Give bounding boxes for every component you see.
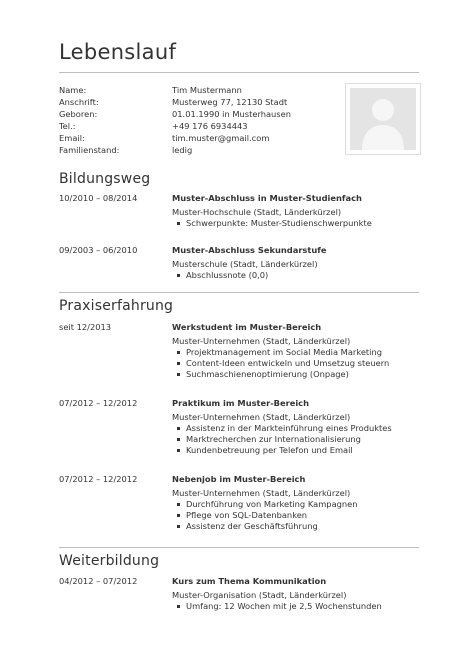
entry-organization: Muster-Unternehmen (Stadt, Länderkürzel) bbox=[172, 412, 351, 422]
section-divider bbox=[59, 292, 419, 293]
entry-title: Praktikum im Muster-Bereich bbox=[172, 398, 310, 408]
entry-title: Muster-Abschluss Sekundarstufe bbox=[172, 245, 327, 255]
entry-date: 10/2010 – 08/2014 bbox=[59, 193, 138, 203]
bullet-item: Pflege von SQL-Datenbanken bbox=[172, 510, 358, 521]
profile-photo bbox=[345, 83, 421, 155]
entry-date: 09/2003 – 06/2010 bbox=[59, 245, 138, 255]
entry-date: 04/2012 – 07/2012 bbox=[59, 576, 138, 586]
personal-label: Tel.: bbox=[59, 121, 76, 131]
personal-label: Email: bbox=[59, 133, 85, 143]
page-title: Lebenslauf bbox=[59, 40, 177, 64]
bullet-item: Suchmaschienenoptimierung (Onpage) bbox=[172, 369, 389, 380]
entry-title: Werkstudent im Muster-Bereich bbox=[172, 322, 322, 332]
personal-value: Tim Mustermann bbox=[172, 85, 242, 95]
bullet-item: Assistenz in der Markteinführung eines Produktes bbox=[172, 423, 392, 434]
entry-title: Kurs zum Thema Kommunikation bbox=[172, 576, 327, 586]
section-divider bbox=[59, 547, 419, 548]
entry-title: Muster-Abschluss in Muster-Studienfach bbox=[172, 193, 362, 203]
section-title-experience: Praxiserfahrung bbox=[59, 298, 174, 314]
personal-label: Name: bbox=[59, 85, 87, 95]
avatar-placeholder-icon bbox=[350, 88, 416, 150]
entry-date: 07/2012 – 12/2012 bbox=[59, 474, 138, 484]
entry-date: 07/2012 – 12/2012 bbox=[59, 398, 138, 408]
entry-title: Nebenjob im Muster-Bereich bbox=[172, 474, 306, 484]
entry-bullets bbox=[172, 218, 372, 229]
personal-label: Geboren: bbox=[59, 109, 98, 119]
bullet-item: Durchführung von Marketing Kampagnen bbox=[172, 499, 358, 510]
personal-label: Familienstand: bbox=[59, 145, 120, 155]
entry-date: seit 12/2013 bbox=[59, 322, 112, 332]
bullet-item: Abschlussnote (0,0) bbox=[172, 270, 268, 281]
bullet-item: Assistenz der Geschäftsführung bbox=[172, 521, 358, 532]
entry-bullets bbox=[172, 499, 358, 532]
title-divider bbox=[59, 72, 419, 73]
section-title-education: Bildungsweg bbox=[59, 171, 151, 187]
entry-organization: Muster-Organisation (Stadt, Länderkürzel) bbox=[172, 590, 347, 600]
bullet-item: Projektmanagement im Social Media Marketing bbox=[172, 347, 389, 358]
entry-bullets bbox=[172, 601, 382, 612]
personal-value: tim.muster@gmail.com bbox=[172, 133, 270, 143]
entry-organization: Muster-Unternehmen (Stadt, Länderkürzel) bbox=[172, 488, 351, 498]
entry-bullets bbox=[172, 270, 268, 281]
personal-label: Anschrift: bbox=[59, 97, 99, 107]
entry-bullets bbox=[172, 347, 389, 380]
bullet-item: Umfang: 12 Wochen mit je 2,5 Wochenstunden bbox=[172, 601, 382, 612]
personal-value: 01.01.1990 in Musterhausen bbox=[172, 109, 291, 119]
section-title-training: Weiterbildung bbox=[59, 553, 160, 569]
bullet-item: Schwerpunkte: Muster-Studienschwerpunkte bbox=[172, 218, 372, 229]
bullet-item: Content-Ideen entwickeln und Umsetzug steuern bbox=[172, 358, 389, 369]
personal-value: +49 176 6934443 bbox=[172, 121, 248, 131]
entry-bullets bbox=[172, 423, 392, 456]
entry-organization: Muster-Unternehmen (Stadt, Länderkürzel) bbox=[172, 336, 351, 346]
bullet-item: Marktrecherchen zur Internationalisierung bbox=[172, 434, 392, 445]
personal-value: ledig bbox=[172, 145, 193, 155]
entry-organization: Musterschule (Stadt, Länderkürzel) bbox=[172, 259, 318, 269]
entry-organization: Muster-Hochschule (Stadt, Länderkürzel) bbox=[172, 207, 342, 217]
bullet-item: Kundenbetreuung per Telefon und Email bbox=[172, 445, 392, 456]
personal-value: Musterweg 77, 12130 Stadt bbox=[172, 97, 288, 107]
